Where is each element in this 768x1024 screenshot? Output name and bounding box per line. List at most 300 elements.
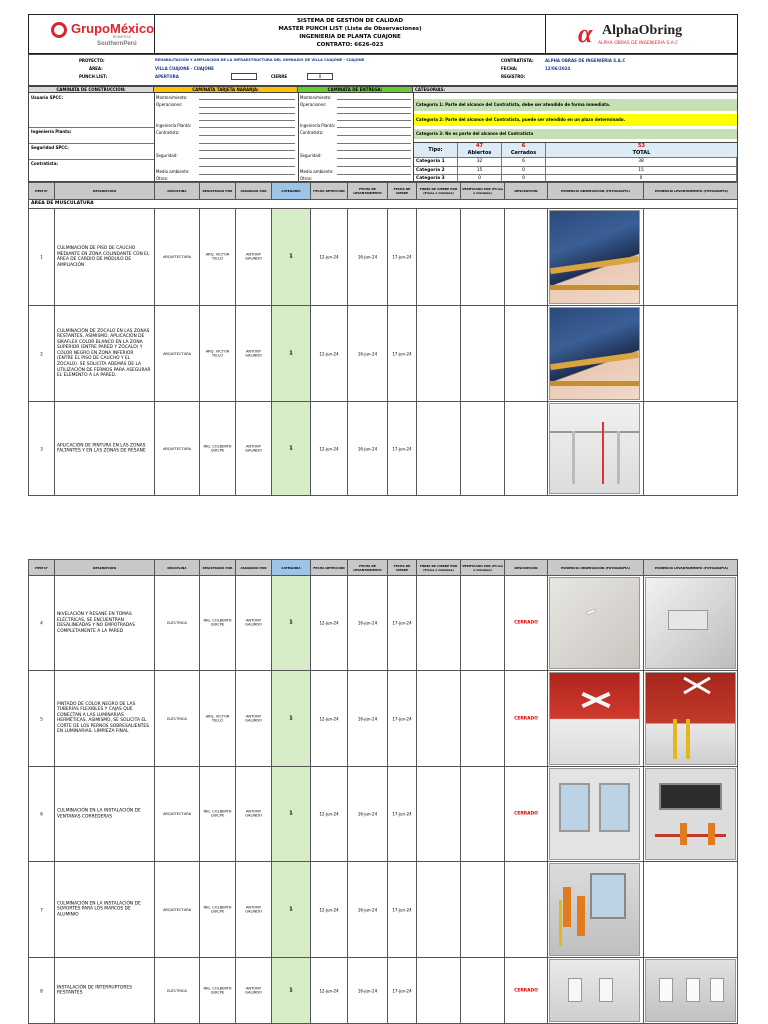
table-row: [28, 862, 738, 958]
evidence-lift-cell: [644, 767, 739, 861]
item-assigned-by-cell: [236, 958, 272, 1023]
item-category: 1: [289, 253, 293, 260]
item-lift-date: 16-jun-24: [357, 811, 378, 817]
item-description: APLICACIÓN DE PINTURA EN LAS ZONAS FALTANTES Y EN LAS ZONAS DE RESANE: [57, 442, 146, 454]
item-close-date-cell: [388, 767, 417, 861]
item-assigned-by: ANTONY GALINDO: [245, 252, 262, 261]
item-registered-by: ING. COLBERTH QUICPE: [203, 618, 232, 627]
item-detection-date: 12-jun-24: [319, 351, 339, 356]
document-title: [155, 15, 545, 55]
item-assigned-by-cell: [236, 767, 272, 861]
item-assigned-by: ANTONY GALINDO: [245, 349, 262, 358]
item-verified-by-cell: [461, 671, 505, 766]
evidence-lift-cell: [644, 958, 739, 1023]
summary-total: [546, 143, 737, 158]
item-close-date-cell: [388, 576, 417, 670]
column-header: ITEM N°: [29, 183, 55, 199]
item-description: PINTADO DE COLOR NEGRO DE LAS TUBERÍAS FLEXIBLES Y CAJAS QUE CONECTAN A LAS LUMINARIAS HERMÉTICAS, ASIMISMO, SE SOLICITA EL CORTE DE LOS PERNOS SOBRESALIENTES EN LUMINARIAS. LIMPIEZA FINAL: [57, 701, 149, 735]
item-close-date-cell: [388, 958, 417, 1023]
item-assigned-by: ANTONY GALINDO: [245, 714, 262, 723]
fecha-value: 12/06/2024: [545, 66, 571, 71]
grupo-mexico-logo: [29, 15, 155, 55]
entrega-otros: Otros:: [300, 176, 313, 181]
item-close-signature-cell: [417, 862, 461, 957]
item-lift-date: 16-jun-24: [357, 907, 378, 912]
observation-photo[interactable]: [549, 959, 640, 1022]
lift-photo[interactable]: [645, 672, 736, 765]
item-category: 1: [289, 619, 293, 626]
item-status-cell: [505, 209, 548, 305]
category-3-desc: Categoría 3: No es parte del alcance del Contratista: [414, 129, 737, 139]
item-registered-by: ARQ. VICTOR TELLO: [205, 252, 230, 261]
observation-photo[interactable]: [549, 768, 640, 860]
area-label: ÁREA:: [89, 66, 103, 71]
item-description-cell: [55, 767, 155, 861]
item-category-cell: [272, 306, 311, 401]
item-number-cell: [29, 209, 55, 305]
naranja-seguridad: Seguridad:: [156, 153, 178, 158]
naranja-contratista: Contratista:: [156, 130, 180, 135]
item-registered-by: ING. COLBERTH QUICPE: [203, 444, 232, 453]
item-description: CULMINACIÓN DE PISO DE CAUCHO MEDIANTE EN ZONA COLINDANTE CON EL ÁREA DE CARDIO DE MÓDULO DE AMPLIACIÓN: [57, 245, 150, 268]
proyecto-label: PROYECTO:: [79, 58, 105, 63]
entrega-seguridad: Seguridad:: [300, 153, 322, 158]
item-status: CERRADO: [514, 811, 538, 817]
item-description-cell: [55, 209, 155, 305]
column-header: FECHA DETECCIÓN: [311, 560, 348, 575]
column-header: EVIDENCIA OBSERVACIÓN (FOTOGRAFÍA): [548, 183, 644, 199]
cerrados-count: 6: [521, 143, 526, 149]
evidence-observation-cell: [548, 671, 644, 766]
summary-row-cerrados: 0: [502, 175, 546, 184]
item-category: 1: [289, 445, 293, 451]
item-lift-date-cell: [348, 402, 388, 495]
lift-photo[interactable]: [645, 959, 736, 1022]
summary-row-total: 15: [546, 167, 737, 176]
item-status: CERRADO: [514, 620, 538, 626]
total-label: TOTAL: [632, 150, 651, 156]
item-registered-by-cell: [200, 576, 236, 670]
item-discipline-cell: [155, 767, 200, 861]
item-discipline: ARQUITECTURA: [162, 811, 192, 816]
item-registered-by: ARQ. VICTOR TELLO: [205, 714, 230, 723]
item-description-cell: [55, 402, 155, 495]
item-number-cell: [29, 958, 55, 1023]
table-row: [28, 671, 738, 767]
item-registered-by-cell: [200, 862, 236, 957]
evidence-observation-cell: [548, 209, 644, 305]
observation-photo[interactable]: [549, 577, 640, 669]
entrega-ingenieria: Ingeniería Planta:: [300, 123, 336, 128]
item-status: CERRADO: [514, 716, 538, 721]
table-row: [28, 402, 738, 496]
alpha-obring-sub: ALPHA OBRAS DE INGENIERIA S.A.C: [598, 41, 679, 46]
apertura-checkbox[interactable]: [231, 73, 257, 80]
column-header: DESCRIPCIÓN: [505, 183, 548, 199]
title-line: SISTEMA DE GESTIÓN DE CALIDAD: [296, 18, 404, 24]
contratista-walk-label: Contratista:: [31, 161, 58, 166]
summary-row-cerrados: 0: [502, 167, 546, 176]
item-assigned-by-cell: [236, 862, 272, 957]
item-lift-date-cell: [348, 576, 388, 670]
item-description: CULMINACIÓN EN LA INSTALACIÓN DE VENTANAS CORREDERAS: [57, 808, 141, 819]
item-close-date: 17-jun-24: [392, 620, 412, 626]
summary-tipo: Tipo:: [414, 143, 458, 158]
item-registered-by-cell: [200, 767, 236, 861]
item-close-signature-cell: [417, 958, 461, 1023]
cierre-checkbox[interactable]: X: [307, 73, 333, 80]
abiertos-count: 47: [476, 143, 483, 149]
usuario-label: Usuario SPCC:: [31, 95, 63, 100]
column-header: FECHA DETECCIÓN: [311, 183, 348, 199]
title-line: INGENIERIA DE PLANTA CUAJONE: [299, 34, 401, 40]
item-close-date: 17-jun-24: [392, 446, 412, 451]
column-header: ITEM N°: [29, 560, 55, 575]
column-header: EVIDENCIA LEVANTAMIENTO (FOTOGRAFÍA): [654, 565, 729, 570]
total-count: 53: [638, 143, 645, 149]
column-header: ASIGNADO POR: [236, 560, 272, 575]
item-detection-date-cell: [311, 402, 348, 495]
evidence-lift-cell: [644, 862, 739, 957]
item-lift-date: 16-jun-24: [357, 351, 378, 356]
item-detection-date: 12-jun-24: [319, 811, 339, 817]
item-lift-date-cell: [348, 209, 388, 305]
grupo-mexico-mark-icon: [51, 22, 67, 38]
item-close-date: 17-jun-24: [392, 716, 412, 721]
cierre-label: CIERRE: [271, 74, 288, 79]
item-discipline-cell: [155, 671, 200, 766]
item-category-cell: [272, 862, 311, 957]
column-header: DESCRIPCIÓN: [55, 183, 155, 199]
entrega-contratista: Contratista:: [300, 130, 324, 135]
item-category-cell: [272, 209, 311, 305]
naranja-medio-ambiente: Medio ambiente:: [156, 169, 190, 174]
lift-photo[interactable]: [645, 768, 736, 860]
item-close-date: 17-jun-24: [392, 351, 412, 356]
column-header: FECHA DE CIERRE: [388, 560, 417, 575]
item-detection-date-cell: [311, 958, 348, 1023]
naranja-mantenimiento: Mantenimiento:: [156, 95, 188, 100]
column-header: EVIDENCIA OBSERVACIÓN (FOTOGRAFÍA): [548, 560, 644, 575]
column-header: FECHA DE LEVANTAMIENTO: [348, 183, 388, 199]
naranja-otros: Otros:: [156, 176, 169, 181]
item-description: NIVELACIÓN Y RESANE EN TOMAS ELÉCTRICAS, SE ENCUENTRAN DESALINEADAS Y NO EMPOTRADAS COMPLETAMENTE A LA PARED: [57, 611, 135, 634]
naranja-ingenieria: Ingeniería Planta:: [156, 123, 192, 128]
item-registered-by: ARQ. VICTOR TELLO: [205, 349, 230, 358]
item-lift-date: 16-jun-24: [357, 254, 378, 260]
categories-header: CATEGORIAS:: [413, 87, 737, 93]
item-category-cell: [272, 402, 311, 495]
item-discipline: ARQUITECTURA: [162, 907, 192, 912]
item-detection-date-cell: [311, 576, 348, 670]
item-lift-date: 16-jun-24: [357, 988, 378, 993]
item-detection-date-cell: [311, 306, 348, 401]
grupo-mexico-sub: MINERÍA: [113, 35, 132, 39]
summary-abiertos: [458, 143, 502, 158]
area-value: VILLA CUAJONE - CUAJONE: [155, 66, 214, 71]
item-detection-date: 12-jun-24: [319, 716, 339, 721]
column-header: DESCRIPCIÓN: [55, 560, 155, 575]
item-assigned-by: ANTONY GALINDO: [245, 809, 262, 818]
item-discipline: ARQUITECTURA: [162, 351, 192, 356]
item-close-date-cell: [388, 306, 417, 401]
item-status-cell: [505, 767, 548, 861]
item-status-cell: [505, 862, 548, 957]
ingenieria-label: Ingeniería Planta:: [31, 129, 72, 134]
item-category-cell: [272, 671, 311, 766]
summary-row-total: 0: [546, 175, 737, 184]
item-detection-date-cell: [311, 209, 348, 305]
summary-row-label: Categoría 2: [414, 167, 458, 176]
item-status-cell: [505, 576, 548, 670]
item-detection-date: 12-jun-24: [319, 907, 339, 912]
item-lift-date-cell: [348, 306, 388, 401]
southern-peru-brand: SouthernPerú: [97, 41, 137, 47]
item-detection-date: 12-jun-24: [319, 988, 339, 993]
column-header: FECHA DE CIERRE: [388, 183, 417, 199]
item-close-date: 17-jun-24: [392, 811, 412, 817]
evidence-lift-cell: [644, 306, 739, 401]
entrega-medio-ambiente: Medio ambiente:: [300, 169, 334, 174]
summary-cerrados: [502, 143, 546, 158]
summary-row-abiertos: 0: [458, 175, 502, 184]
item-assigned-by-cell: [236, 306, 272, 401]
item-verified-by-cell: [461, 402, 505, 495]
registro-label: REGISTRO:: [501, 74, 526, 79]
item-verified-by-cell: [461, 862, 505, 957]
item-number-cell: [29, 862, 55, 957]
walk-delivery-header: CAMINATA DE ENTREGA:: [298, 87, 413, 93]
table-header-row: [28, 559, 738, 576]
item-description-cell: [55, 306, 155, 401]
lift-photo[interactable]: [645, 577, 736, 669]
item-registered-by: ING. COLBERTH QUICPE: [203, 986, 232, 995]
evidence-lift-cell: [644, 209, 739, 305]
item-discipline: ARQUITECTURA: [162, 254, 192, 259]
summary-row-total: 38: [546, 158, 737, 167]
item-assigned-by: ANTONY GALINDO: [245, 986, 262, 995]
item-lift-date-cell: [348, 671, 388, 766]
column-header: DISCIPLINA: [155, 560, 200, 575]
entrega-operaciones: Operaciones:: [300, 102, 327, 107]
item-detection-date: 12-jun-24: [319, 254, 339, 260]
table-row: [28, 958, 738, 1024]
item-discipline-cell: [155, 958, 200, 1023]
item-description: CULMINACIÓN DE ZÓCALO EN LAS ZONAS RESTANTES, ASIMISMO, APLICACIÓN DE SIKAFLEX COLOR BLANCO EN LA ZONA SUPERIOR (ENTRE PARED Y ZÓCALO) Y COLOR NEGRO EN ZONA INFERIOR (ENTRE EL PISO DE CAUCHO Y EL ZÓCALO). SE SOLICITA ADEMÁS DE LA UTILIZACIÓN DE FERMOS PARA ASEGURAR EL ELEMENTO A LA PARED.: [57, 328, 151, 379]
item-lift-date: 16-jun-24: [357, 620, 378, 626]
column-header: CATEGORÍA: [272, 183, 311, 199]
item-assigned-by-cell: [236, 671, 272, 766]
item-number: 7: [40, 907, 43, 912]
item-category: 1: [289, 715, 293, 721]
evidence-observation-cell: [548, 767, 644, 861]
item-close-date: 17-jun-24: [392, 907, 412, 912]
table-row: [28, 576, 738, 671]
summary-table: [414, 142, 737, 183]
column-header: CATEGORÍA: [272, 560, 311, 575]
item-category-cell: [272, 958, 311, 1023]
walk-construction-header: CAMINATA DE CONSTRUCCION:: [29, 87, 154, 93]
item-lift-date-cell: [348, 862, 388, 957]
evidence-observation-cell: [548, 402, 644, 495]
item-assigned-by-cell: [236, 402, 272, 495]
column-header: FIRMA DE CIERRE POR (Firma o Iniciales): [417, 183, 461, 199]
item-registered-by: ING. COLBERTH QUICPE: [203, 905, 232, 914]
punch-value: APERTURA: [155, 74, 179, 79]
item-discipline-cell: [155, 576, 200, 670]
item-lift-date-cell: [348, 767, 388, 861]
item-number-cell: [29, 306, 55, 401]
item-detection-date-cell: [311, 862, 348, 957]
punch-label: PUNCH LIST:: [79, 74, 108, 79]
item-verified-by-cell: [461, 576, 505, 670]
entrega-mantenimiento: Mantenimiento:: [300, 95, 332, 100]
item-close-date: 17-jun-24: [392, 988, 412, 993]
item-description: CULMINACIÓN EN LA INSTALACIÓN DE SOPORTES PARA LOS MARCOS DE ALUMINIO: [57, 901, 141, 918]
column-header: DESCRIPCIÓN: [505, 560, 548, 575]
item-number: 8: [40, 988, 43, 993]
item-discipline-cell: [155, 862, 200, 957]
item-close-signature-cell: [417, 576, 461, 670]
observation-photo[interactable]: [549, 307, 640, 400]
column-header: ASIGNADO POR: [236, 183, 272, 199]
document-header: [28, 14, 738, 54]
item-close-signature-cell: [417, 671, 461, 766]
column-header: FIRMA DE CIERRE POR (Firma o Iniciales): [417, 560, 461, 575]
table-header-row: [28, 182, 738, 200]
category-1-desc: Categoría 1: Parte del alcance del Contratista, debe ser atendido de forma inmediata.: [414, 99, 737, 111]
item-detection-date-cell: [311, 767, 348, 861]
grupo-mexico-brand: GrupoMéxico: [71, 21, 155, 36]
item-description-cell: [55, 862, 155, 957]
item-registered-by-cell: [200, 958, 236, 1023]
evidence-observation-cell: [548, 958, 644, 1023]
item-registered-by: ING. COLBERTH QUICPE: [203, 809, 232, 818]
item-assigned-by: ANTONY GALINDO: [245, 905, 262, 914]
item-number: 4: [40, 620, 43, 626]
item-detection-date: 12-jun-24: [319, 620, 339, 626]
item-description: INSTALACIÓN DE INTERRUPTORES RESTANTES: [57, 984, 132, 996]
column-header: FECHA DE LEVANTAMIENTO: [348, 560, 388, 575]
item-number-cell: [29, 767, 55, 861]
item-number-cell: [29, 671, 55, 766]
item-number: 5: [40, 716, 43, 721]
column-header: REGISTRADO POR: [200, 183, 236, 199]
item-close-date-cell: [388, 671, 417, 766]
summary-row-label: Categoría 3: [414, 175, 458, 184]
item-registered-by-cell: [200, 402, 236, 495]
item-category: 1: [289, 906, 293, 912]
table-row: [28, 306, 738, 402]
evidence-lift-cell: [644, 576, 739, 670]
naranja-operaciones: Operaciones:: [156, 102, 183, 107]
contratista-label: CONTRATISTA:: [501, 58, 534, 63]
summary-row-abiertos: 15: [458, 167, 502, 176]
walk-orange-header: CAMINATA TARJETA NARANJA:: [154, 87, 298, 93]
item-description-cell: [55, 576, 155, 670]
item-close-signature-cell: [417, 402, 461, 495]
observation-photo[interactable]: [549, 863, 640, 956]
fecha-label: FECHA:: [501, 66, 518, 71]
item-close-date-cell: [388, 402, 417, 495]
item-status-cell: [505, 306, 548, 401]
item-category-cell: [272, 767, 311, 861]
item-close-signature-cell: [417, 209, 461, 305]
column-header: VERIFICADO POR (Firma o Iniciales): [461, 183, 505, 199]
item-assigned-by: ANTONY GALINDO: [245, 444, 262, 453]
item-discipline-cell: [155, 402, 200, 495]
summary-row-cerrados: 6: [502, 158, 546, 167]
observation-photo[interactable]: [549, 672, 640, 765]
evidence-lift-cell: [644, 402, 739, 495]
table-row: [28, 767, 738, 862]
item-close-date-cell: [388, 209, 417, 305]
column-header: VERIFICADO POR (Firma o Iniciales): [461, 560, 505, 575]
observation-photo[interactable]: [549, 403, 640, 494]
evidence-observation-cell: [548, 306, 644, 401]
alpha-obring-logo: [545, 15, 737, 55]
item-detection-date: 12-jun-24: [319, 446, 339, 451]
item-assigned-by: ANTONY GALINDO: [245, 618, 262, 627]
item-registered-by-cell: [200, 671, 236, 766]
item-close-signature-cell: [417, 767, 461, 861]
contratista-value: ALPHA OBRAS DE INGENIERIA S.A.C: [545, 58, 626, 63]
item-number: 1: [40, 254, 43, 260]
evidence-lift-cell: [644, 671, 739, 766]
alpha-symbol-icon: α: [578, 19, 593, 48]
item-number: 6: [40, 811, 43, 817]
title-line: MASTER PUNCH LIST (Lista de Observaciones): [278, 26, 422, 32]
item-lift-date: 16-jun-24: [357, 716, 378, 721]
item-category-cell: [272, 576, 311, 670]
item-verified-by-cell: [461, 958, 505, 1023]
item-number: 3: [40, 446, 43, 451]
item-category: 1: [289, 810, 293, 817]
item-category: 1: [289, 987, 293, 993]
item-number-cell: [29, 576, 55, 670]
item-discipline: ARQUITECTURA: [162, 446, 192, 451]
item-number-cell: [29, 402, 55, 495]
item-verified-by-cell: [461, 767, 505, 861]
summary-row-abiertos: 32: [458, 158, 502, 167]
project-info: [28, 54, 738, 86]
abiertos-label: Abiertos: [467, 150, 492, 156]
walks-section: [28, 86, 738, 182]
item-lift-date: 16-jun-24: [357, 446, 378, 451]
item-verified-by-cell: [461, 306, 505, 401]
column-header: DISCIPLINA: [155, 183, 200, 199]
item-status-cell: [505, 402, 548, 495]
item-description-cell: [55, 958, 155, 1023]
item-close-date: 17-jun-24: [392, 254, 412, 260]
column-header: EVIDENCIA LEVANTAMIENTO (FOTOGRAFÍA): [654, 189, 729, 193]
item-status-cell: [505, 671, 548, 766]
item-verified-by-cell: [461, 209, 505, 305]
item-category: 1: [289, 350, 293, 356]
cerrados-label: Cerrados: [510, 150, 537, 156]
table-row: [28, 209, 738, 306]
item-number: 2: [40, 351, 43, 356]
item-discipline: ELÉCTRICA: [167, 988, 187, 993]
observation-photo[interactable]: [549, 210, 640, 304]
item-registered-by-cell: [200, 306, 236, 401]
item-registered-by-cell: [200, 209, 236, 305]
item-assigned-by-cell: [236, 209, 272, 305]
item-discipline: ELÉCTRICA: [167, 620, 187, 625]
item-discipline-cell: [155, 209, 200, 305]
item-discipline: ELÉCTRICA: [167, 716, 187, 721]
item-close-date-cell: [388, 862, 417, 957]
